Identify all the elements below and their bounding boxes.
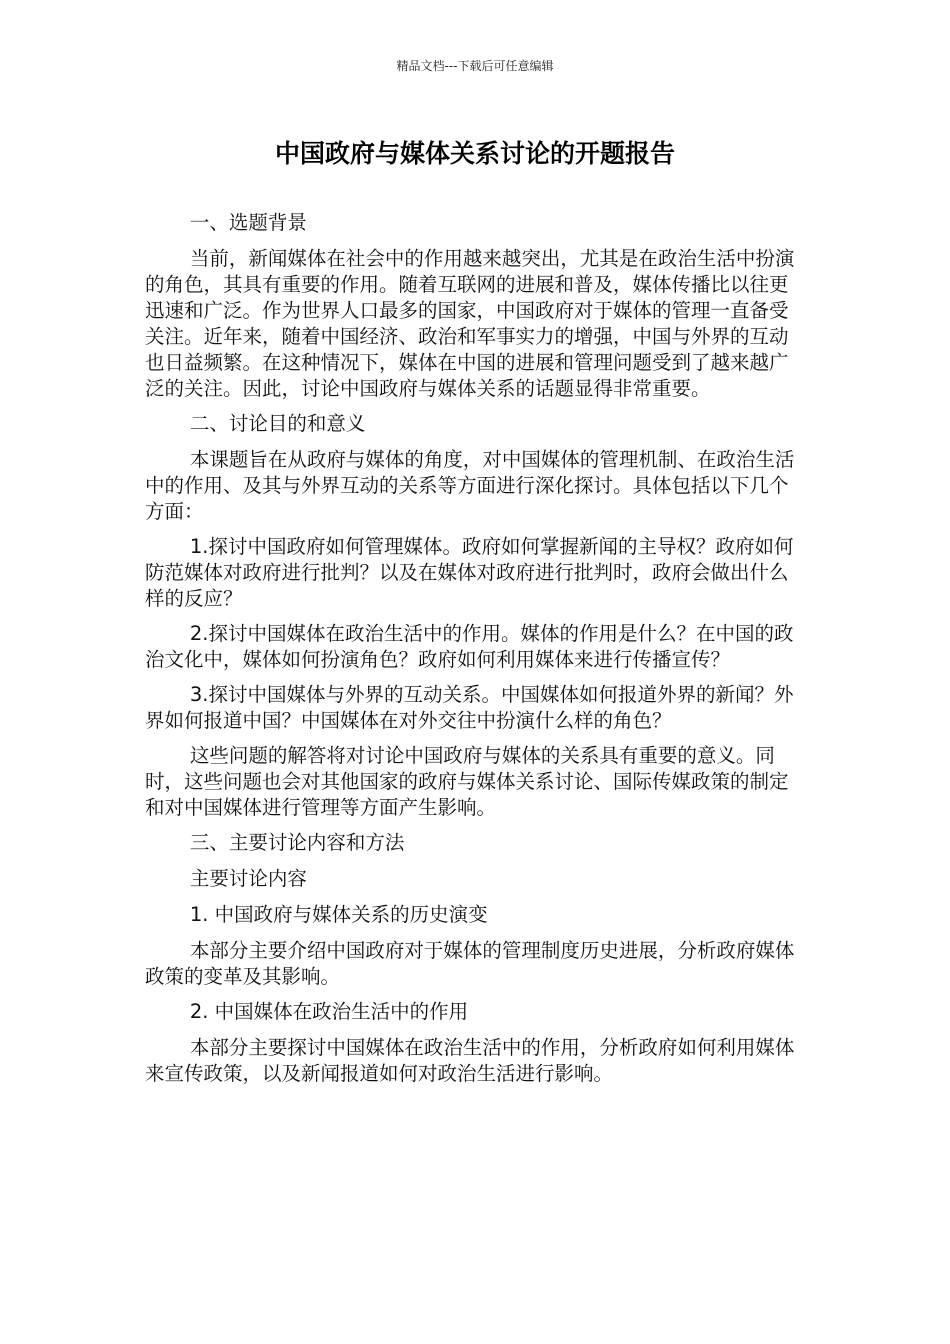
section-heading-content-methods: 三、主要讨论内容和方法 [189, 831, 405, 854]
paragraph-political-role: 本部分主要探讨中国媒体在政治生活中的作用，分析政府如何利用媒体来宣传政策，以及新闻报道如何对政治生活进行影响。 [145, 1036, 795, 1085]
paragraph-purpose-item-2: 2.探讨中国媒体在政治生活中的作用。媒体的作用是什么？在中国的政治文化中，媒体如何扮演角色？政府如何利用媒体来进行传播宣传？ [145, 622, 794, 671]
paragraph-purpose-item-1: 1.探讨中国政府如何管理媒体。政府如何掌握新闻的主导权？政府如何防范媒体对政府进行批判？以及在媒体对政府进行批判时，政府会做出什么样的反应？ [145, 535, 794, 610]
section-heading-purpose: 二、讨论目的和意义 [189, 412, 366, 435]
paragraph-history: 本部分主要介绍中国政府对于媒体的管理制度历史进展，分析政府媒体政策的变革及其影响。 [145, 939, 795, 988]
page-header-watermark: 精品文档---下载后可任意编辑 [396, 59, 554, 73]
section-heading-background: 一、选题背景 [189, 211, 307, 234]
subheading-history: 1. 中国政府与媒体关系的历史演变 [189, 903, 488, 926]
document-body [145, 210, 805, 1096]
subheading-main-content: 主要讨论内容 [189, 867, 307, 890]
subheading-political-role: 2. 中国媒体在政治生活中的作用 [189, 1000, 469, 1023]
paragraph-purpose-item-3: 3.探讨中国媒体与外界的互动关系。中国媒体如何报道外界的新闻？外界如何报道中国？中国媒体在对外交往中扮演什么样的角色？ [145, 683, 794, 732]
paragraph-purpose-intro: 本课题旨在从政府与媒体的角度，对中国媒体的管理机制、在政治生活中的作用、及其与外界互动的关系等方面进行深化探讨。具体包括以下几个方面： [145, 448, 795, 523]
document-title: 中国政府与媒体关系讨论的开题报告 [274, 139, 675, 168]
paragraph-background: 当前，新闻媒体在社会中的作用越来越突出，尤其是在政治生活中扮演的角色，其具有重要的作用。随着互联网的进展和普及，媒体传播比以往更迅速和广泛。作为世界人口最多的国家，中国政府对于媒体的管理一直备受关注。近年来，随着中国经济、政治和军事实力的增强，中国与外界的互动也日益频繁。在这种情况下，媒体在中国的进展和管理问题受到了越来越广泛的关注。因此，讨论中国政府与媒体关系的话题显得非常重要。 [145, 247, 795, 400]
paragraph-significance: 这些问题的解答将对讨论中国政府与媒体的关系具有重要的意义。同时，这些问题也会对其他国家的政府与媒体关系讨论、国际传媒政策的制定和对中国媒体进行管理等方面产生影响。 [145, 744, 789, 819]
